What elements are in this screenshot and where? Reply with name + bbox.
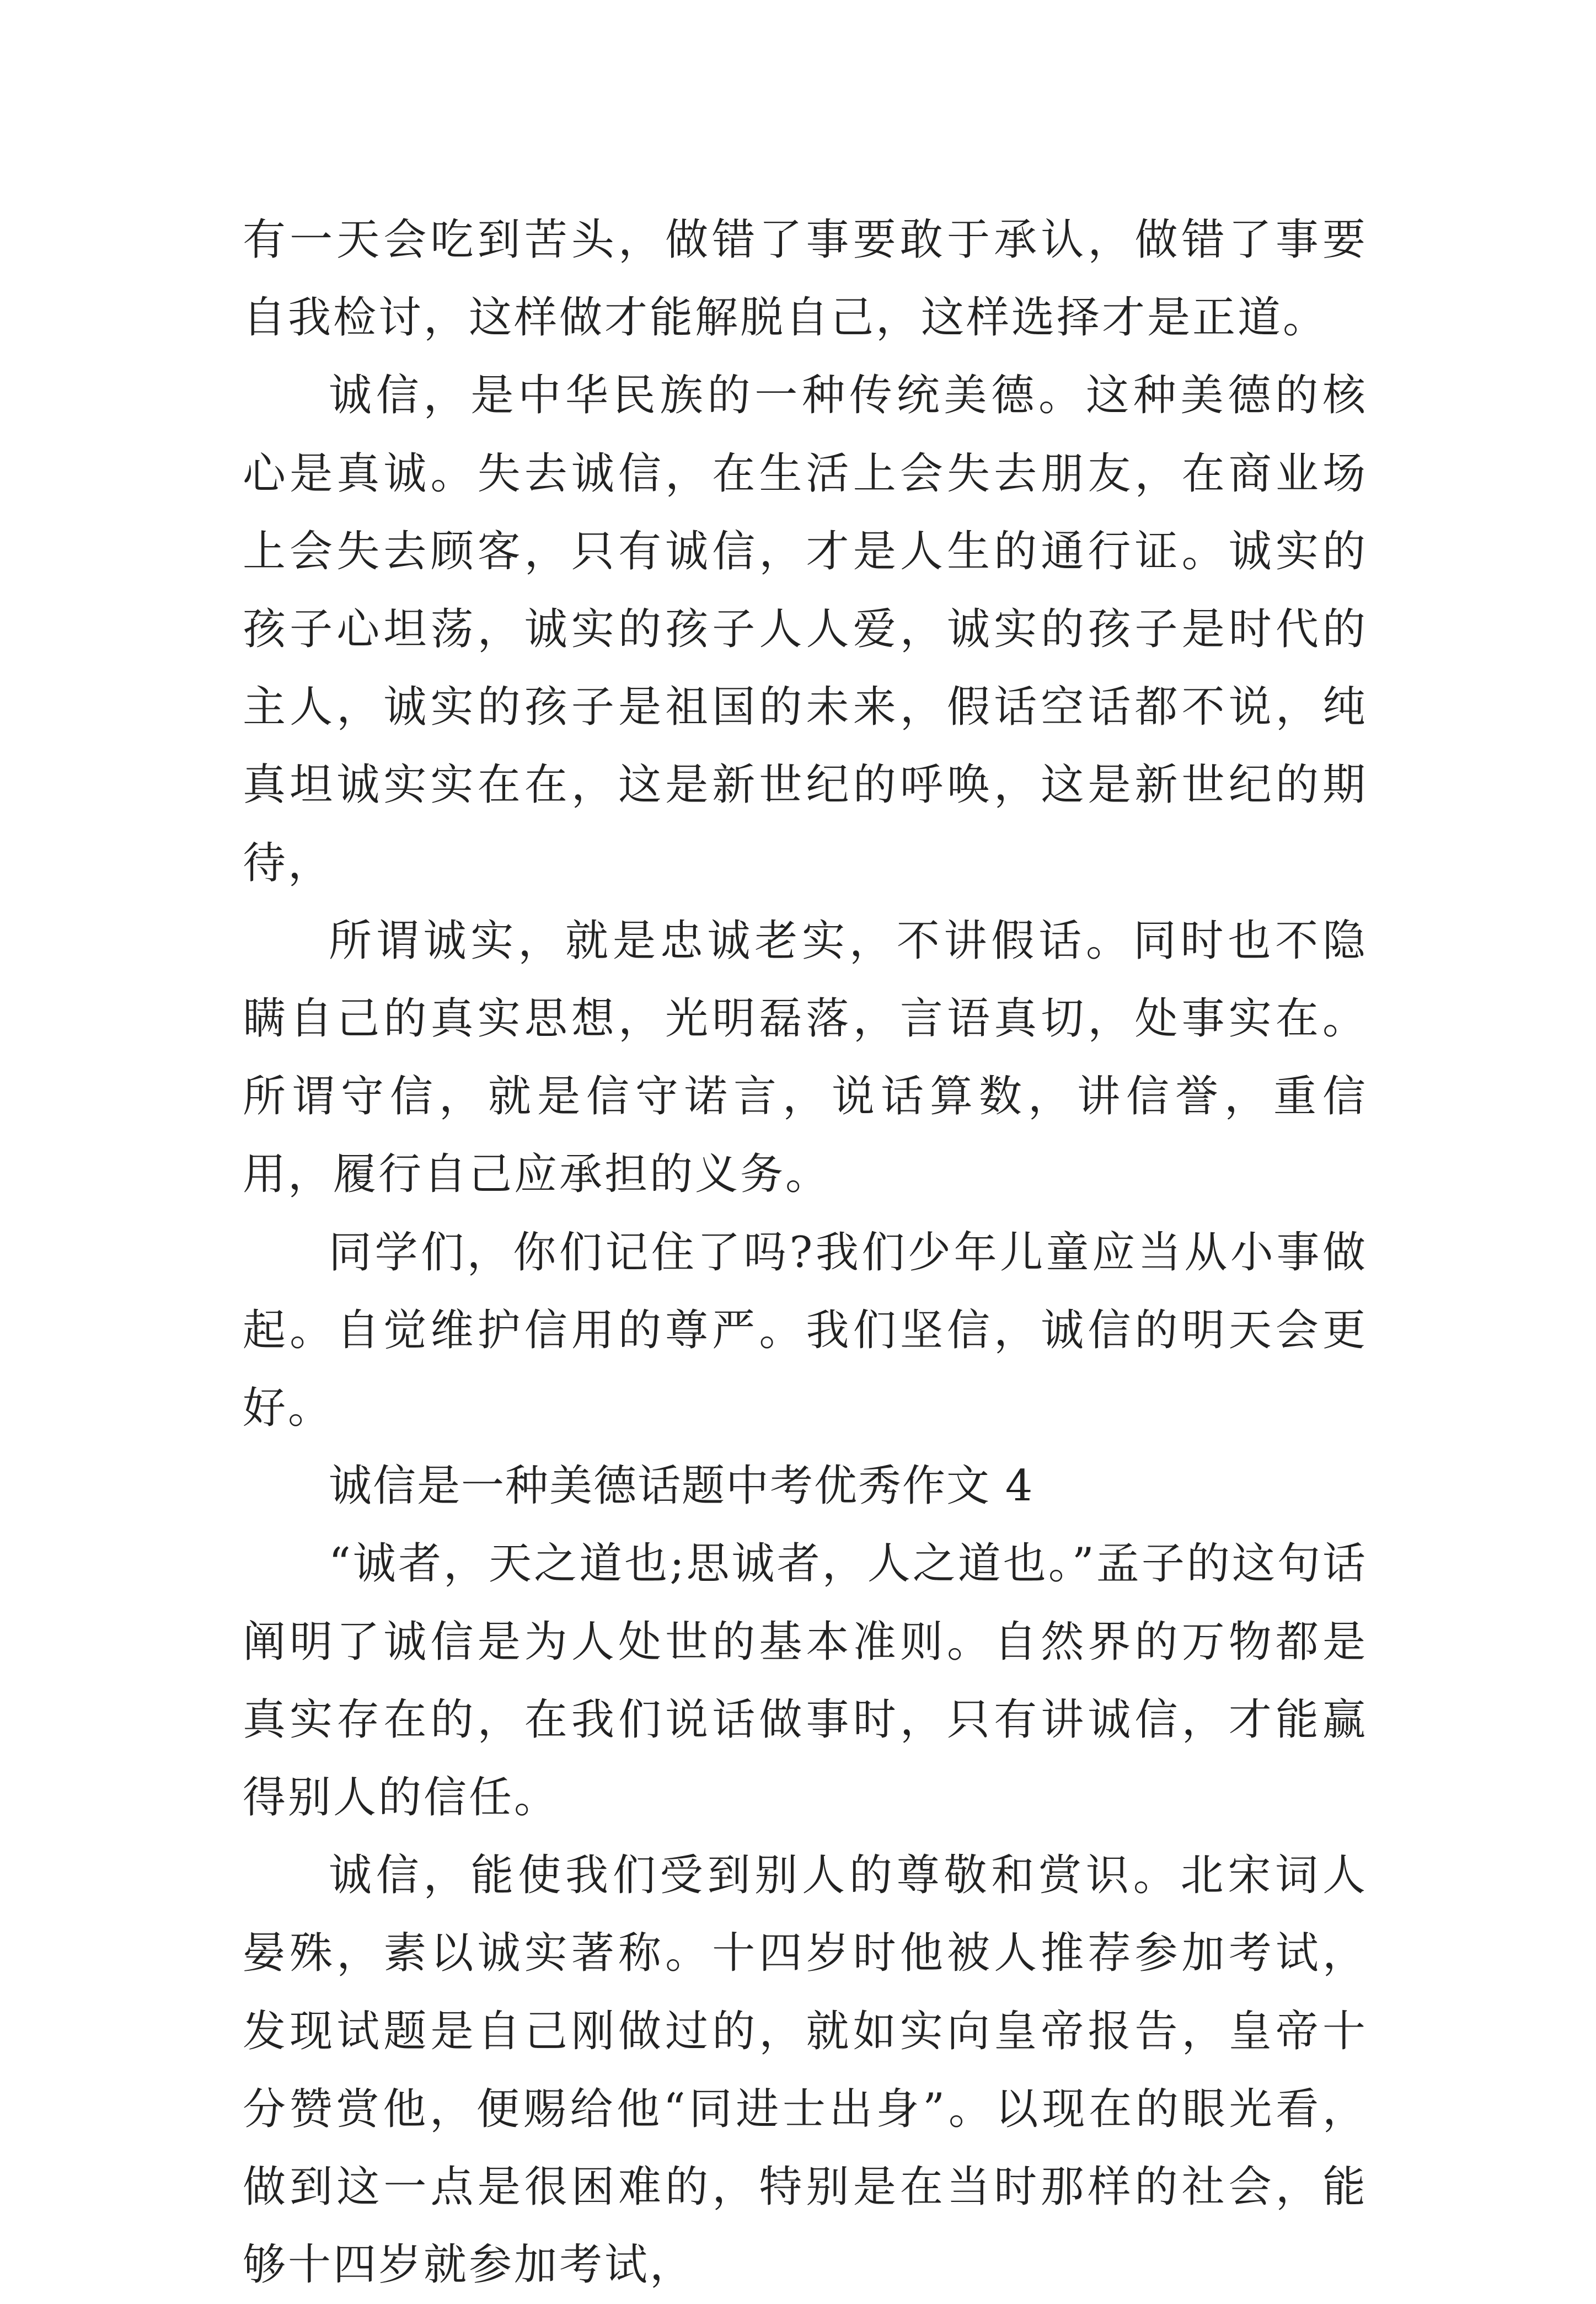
paragraph-integrity-virtue: 诚信，是中华民族的一种传统美德。这种美德的核心是真诚。失去诚信，在生活上会失去朋友，在商业场上会失去顾客，只有诚信，才是人生的通行证。诚实的孩子心坦荡，诚实的孩子人人爱，诚实的孩子是时代的主人，诚实的孩子是祖国的未来，假话空话都不说，纯真坦诚实实在在，这是新世纪的呼唤，这是新世纪的期待，: [243, 371, 1368, 888]
paragraph-mencius-quote: “诚者，天之道也;思诚者，人之道也。”孟子的这句话阐明了诚信是为人处世的基本准则。自然界的万物都是真实存在的，在我们说话做事时，只有讲诚信，才能赢得别人的信任。: [243, 1539, 1368, 1823]
paragraph-classmates: 同学们，你们记住了吗?我们少年儿童应当从小事做起。自觉维护信用的尊严。我们坚信，诚信的明天会更好。: [243, 1227, 1368, 1434]
paragraph-honesty-definition: 所谓诚实，就是忠诚老实，不讲假话。同时也不隐瞒自己的真实思想，光明磊落，言语真切，处事实在。所谓守信，就是信守诺言，说话算数，讲信誉，重信用，履行自己应承担的义务。: [243, 916, 1368, 1200]
paragraph-yan-shu-story: 诚信，能使我们受到别人的尊敬和赏识。北宋词人晏殊，素以诚实著称。十四岁时他被人推荐参加考试，发现试题是自己刚做过的，就如实向皇帝报告，皇帝十分赞赏他，便赐给他“同进士出身”。以现在的眼光看，做到这一点是很困难的，特别是在当时那样的社会，能够十四岁就参加考试，: [243, 1851, 1368, 2290]
paragraph-continuation: 有一天会吃到苦头，做错了事要敢于承认，做错了事要自我检讨，这样做才能解脱自己，这样选择才是正道。: [243, 215, 1368, 343]
essay-heading: 诚信是一种美德话题中考优秀作文 4: [329, 1461, 1034, 1511]
document-body: [243, 201, 1368, 2304]
